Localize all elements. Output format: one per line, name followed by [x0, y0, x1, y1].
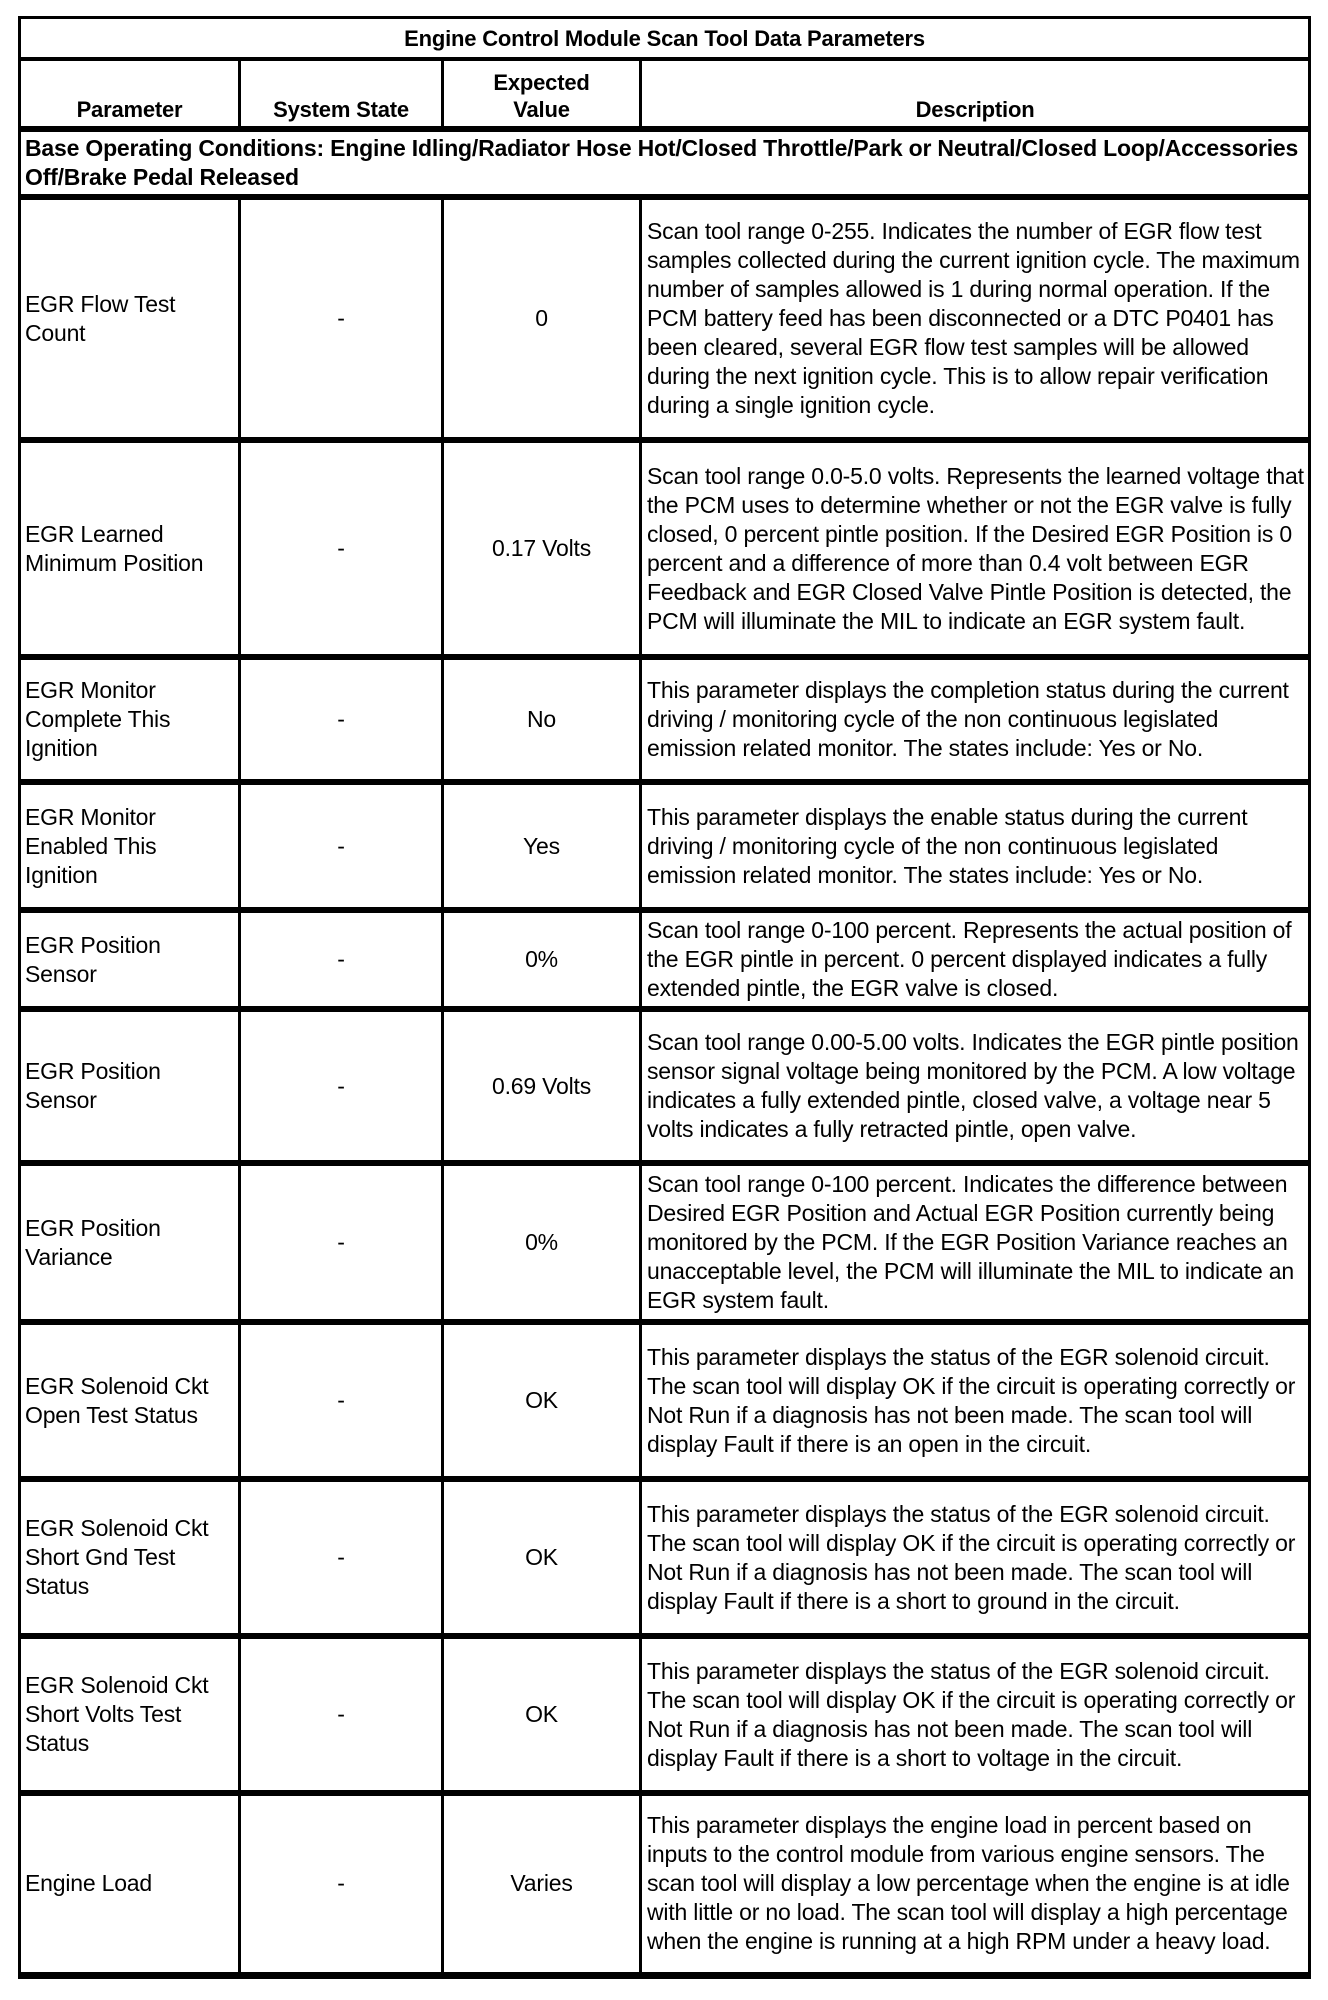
expected-value-cell: Varies [443, 1793, 641, 1975]
table-row [20, 910, 1310, 1009]
table-title: Engine Control Module Scan Tool Data Parameters [20, 18, 1310, 60]
expected-value-cell: No [443, 657, 641, 782]
expected-value-cell: 0% [443, 1163, 641, 1322]
parameter-cell: EGR Position Sensor [20, 910, 240, 1009]
parameter-cell: EGR Solenoid Ckt Short Gnd Test Status [20, 1479, 240, 1636]
table-row [20, 440, 1310, 657]
parameter-cell: EGR Learned Minimum Position [20, 440, 240, 657]
table-row [20, 1636, 1310, 1793]
table-row [20, 1793, 1310, 1975]
table-row [20, 1163, 1310, 1322]
expected-value-cell: 0.17 Volts [443, 440, 641, 657]
expected-value-cell: 0.69 Volts [443, 1009, 641, 1163]
system-state-cell: - [240, 1636, 443, 1793]
column-header-parameter: Parameter [20, 59, 240, 129]
description-cell: Scan tool range 0-100 percent. Represents the actual position of the EGR pintle in percent. 0 percent displayed indicates a fully extended pintle, the EGR valve is closed. [641, 910, 1310, 1009]
scan-tool-data-table [18, 16, 1311, 1979]
description-cell: Scan tool range 0-255. Indicates the number of EGR flow test samples collected during the current ignition cycle. The maximum number of samples allowed is 1 during normal operation. If the PCM battery feed has been disconnected or a DTC P0401 has been cleared, several EGR flow test samples will be allowed during the next ignition cycle. This is to allow repair verification during a single ignition cycle. [641, 197, 1310, 440]
system-state-cell: - [240, 440, 443, 657]
description-cell: This parameter displays the status of the EGR solenoid circuit. The scan tool will display OK if the circuit is operating correctly or Not Run if a diagnosis has not been made. The scan tool will display Fault if there is a short to voltage in the circuit. [641, 1636, 1310, 1793]
parameter-cell: EGR Solenoid Ckt Short Volts Test Status [20, 1636, 240, 1793]
description-cell: This parameter displays the enable status during the current driving / monitoring cycle of the non continuous legislated emission related monitor. The states include: Yes or No. [641, 782, 1310, 910]
table-row [20, 1009, 1310, 1163]
expected-value-cell: OK [443, 1322, 641, 1479]
expected-value-cell: Yes [443, 782, 641, 910]
base-conditions-row [20, 129, 1310, 197]
description-cell: Scan tool range 0.0-5.0 volts. Represents the learned voltage that the PCM uses to determine whether or not the EGR valve is fully closed, 0 percent pintle position. If the Desired EGR Position is 0 percent and a difference of more than 0.4 volt between EGR Feedback and EGR Closed Valve Pintle Position is detected, the PCM will illuminate the MIL to indicate an EGR system fault. [641, 440, 1310, 657]
system-state-cell: - [240, 1479, 443, 1636]
system-state-cell: - [240, 1163, 443, 1322]
parameter-cell: Engine Load [20, 1793, 240, 1975]
table-row [20, 782, 1310, 910]
system-state-cell: - [240, 782, 443, 910]
column-header-expected-value [443, 59, 641, 129]
table-row [20, 197, 1310, 440]
table-header-row [20, 59, 1310, 129]
system-state-cell: - [240, 910, 443, 1009]
system-state-cell: - [240, 1793, 443, 1975]
system-state-cell: - [240, 1009, 443, 1163]
parameter-cell: EGR Monitor Complete This Ignition [20, 657, 240, 782]
table-title-row [20, 18, 1310, 60]
table-row [20, 657, 1310, 782]
description-cell: This parameter displays the engine load in percent based on inputs to the control module from various engine sensors. The scan tool will display a low percentage when the engine is at idle with little or no load. The scan tool will display a high percentage when the engine is running at a high RPM under a heavy load. [641, 1793, 1310, 1975]
table-row [20, 1322, 1310, 1479]
scan-tool-data-table-container [18, 16, 1308, 1979]
system-state-cell: - [240, 657, 443, 782]
base-operating-conditions: Base Operating Conditions: Engine Idling/Radiator Hose Hot/Closed Throttle/Park or Neutral/Closed Loop/Accessories Off/Brake Pedal Released [20, 129, 1310, 197]
expected-value-header-text: Expected Value [493, 70, 590, 122]
description-cell: Scan tool range 0-100 percent. Indicates the difference between Desired EGR Position and Actual EGR Position currently being monitored by the PCM. If the EGR Position Variance reaches an unacceptable level, the PCM will illuminate the MIL to indicate an EGR system fault. [641, 1163, 1310, 1322]
description-cell: This parameter displays the status of the EGR solenoid circuit. The scan tool will display OK if the circuit is operating correctly or Not Run if a diagnosis has not been made. The scan tool will display Fault if there is an open in the circuit. [641, 1322, 1310, 1479]
parameter-cell: EGR Solenoid Ckt Open Test Status [20, 1322, 240, 1479]
column-header-system-state: System State [240, 59, 443, 129]
description-cell: This parameter displays the completion status during the current driving / monitoring cycle of the non continuous legislated emission related monitor. The states include: Yes or No. [641, 657, 1310, 782]
parameter-cell: EGR Position Sensor [20, 1009, 240, 1163]
expected-value-cell: OK [443, 1479, 641, 1636]
expected-value-cell: 0% [443, 910, 641, 1009]
description-cell: Scan tool range 0.00-5.00 volts. Indicates the EGR pintle position sensor signal voltage being monitored by the PCM. A low voltage indicates a fully extended pintle, closed valve, a voltage near 5 volts indicates a fully retracted pintle, open valve. [641, 1009, 1310, 1163]
parameter-cell: EGR Flow Test Count [20, 197, 240, 440]
description-cell: This parameter displays the status of the EGR solenoid circuit. The scan tool will display OK if the circuit is operating correctly or Not Run if a diagnosis has not been made. The scan tool will display Fault if there is a short to ground in the circuit. [641, 1479, 1310, 1636]
parameter-cell: EGR Position Variance [20, 1163, 240, 1322]
system-state-cell: - [240, 197, 443, 440]
column-header-description: Description [641, 59, 1310, 129]
parameter-cell: EGR Monitor Enabled This Ignition [20, 782, 240, 910]
table-row [20, 1479, 1310, 1636]
expected-value-cell: OK [443, 1636, 641, 1793]
system-state-cell: - [240, 1322, 443, 1479]
expected-value-cell: 0 [443, 197, 641, 440]
